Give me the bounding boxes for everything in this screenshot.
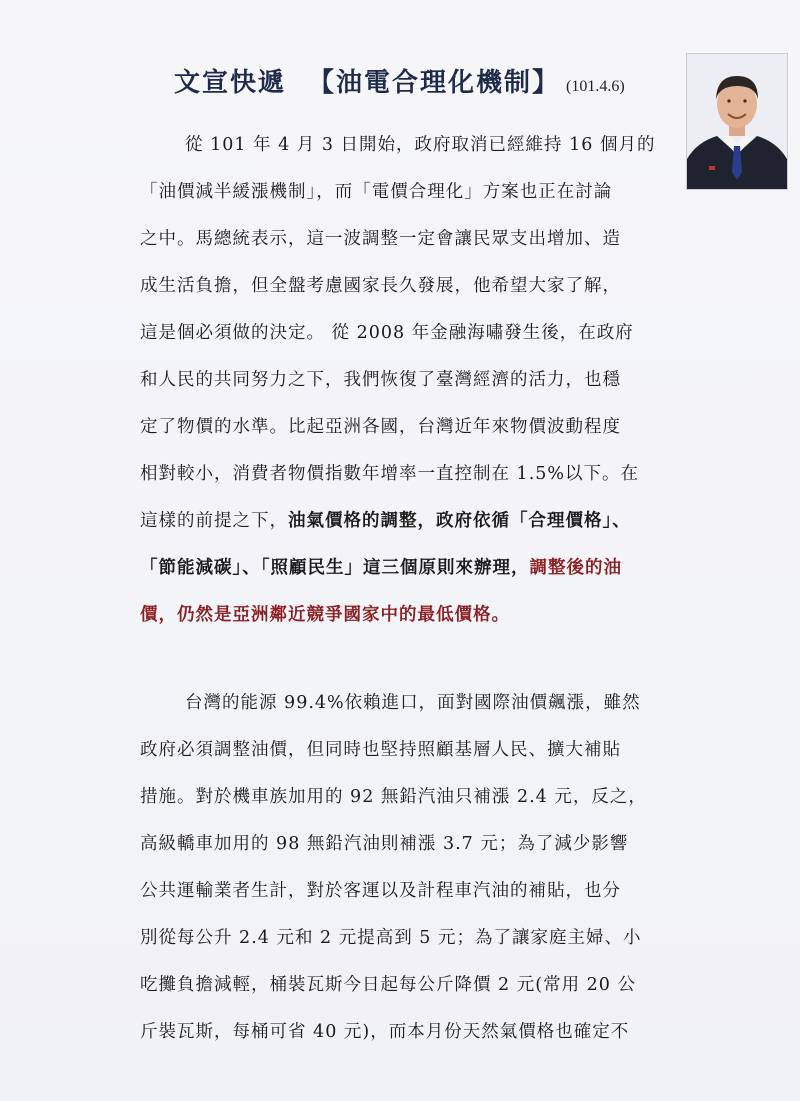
- paragraph-line: 台灣的能源 99.4%依賴進口，面對國際油價飆漲，雖然: [185, 693, 641, 713]
- paragraph-1: [140, 122, 688, 639]
- paragraph-line: 從 101 年 4 月 3 日開始，政府取消已經維持 16 個月的: [185, 135, 656, 155]
- paragraph-line: 這是個必須做的決定。 從 2008 年金融海嘯發生後，在政府: [140, 323, 634, 343]
- paragraph-line: 斤裝瓦斯，每桶可省 40 元)，而本月份天然氣價格也確定不: [140, 1022, 630, 1042]
- paragraph-line: 吃攤負擔減輕，桶裝瓦斯今日起每公斤降價 2 元(常用 20 公: [140, 975, 636, 995]
- paragraph-line: 政府必須調整油價，但同時也堅持照顧基層人民、擴大補貼: [140, 740, 621, 760]
- bold-text: 油氣價格的調整，政府依循「合理價格」、: [288, 511, 631, 531]
- paragraph-line: 定了物價的水準。比起亞洲各國，台灣近年來物價波動程度: [140, 417, 621, 437]
- paragraph-2: [140, 680, 688, 1056]
- highlight-text: 價，仍然是亞洲鄰近競爭國家中的最低價格。: [140, 605, 510, 625]
- paragraph-line: 和人民的共同努力之下，我們恢復了臺灣經濟的活力，也穩: [140, 370, 621, 390]
- paragraph-line: [140, 498, 688, 545]
- paragraph-line: [140, 545, 688, 592]
- document-date: (101.4.6): [566, 78, 625, 95]
- paragraph-line: [140, 592, 688, 639]
- document-header: [174, 62, 625, 99]
- paragraph-line: 相對較小，消費者物價指數年增率一直控制在 1.5%以下。在: [140, 464, 640, 484]
- portrait-icon: [687, 54, 787, 189]
- paragraph-line: 公共運輸業者生計，對於客運以及計程車汽油的補貼，也分: [140, 881, 621, 901]
- paragraph-line: 高級轎車加用的 98 無鉛汽油則補漲 3.7 元；為了減少影響: [140, 834, 629, 854]
- bold-text: 「節能減碳」、「照顧民生」這三個原則來辦理，: [140, 558, 530, 578]
- paragraph-line: 別從每公升 2.4 元和 2 元提高到 5 元；為了讓家庭主婦、小: [140, 928, 642, 948]
- document-subtitle: 【油電合理化機制】: [308, 68, 561, 98]
- document-title: 文宣快遞: [174, 68, 287, 98]
- paragraph-line: 成生活負擔，但全盤考慮國家長久發展，他希望大家了解，: [140, 276, 621, 296]
- paragraph-line: 之中。馬總統表示，這一波調整一定會讓民眾支出增加、造: [140, 229, 621, 249]
- highlight-text: 調整後的油: [529, 558, 622, 578]
- portrait-photo: [686, 53, 788, 190]
- paragraph-line: 「油價減半緩漲機制」，而「電價合理化」方案也正在討論: [140, 182, 613, 202]
- plain-text: 這樣的前提之下，: [140, 511, 288, 531]
- paragraph-line: 措施。對於機車族加用的 92 無鉛汽油只補漲 2.4 元，反之，: [140, 787, 647, 807]
